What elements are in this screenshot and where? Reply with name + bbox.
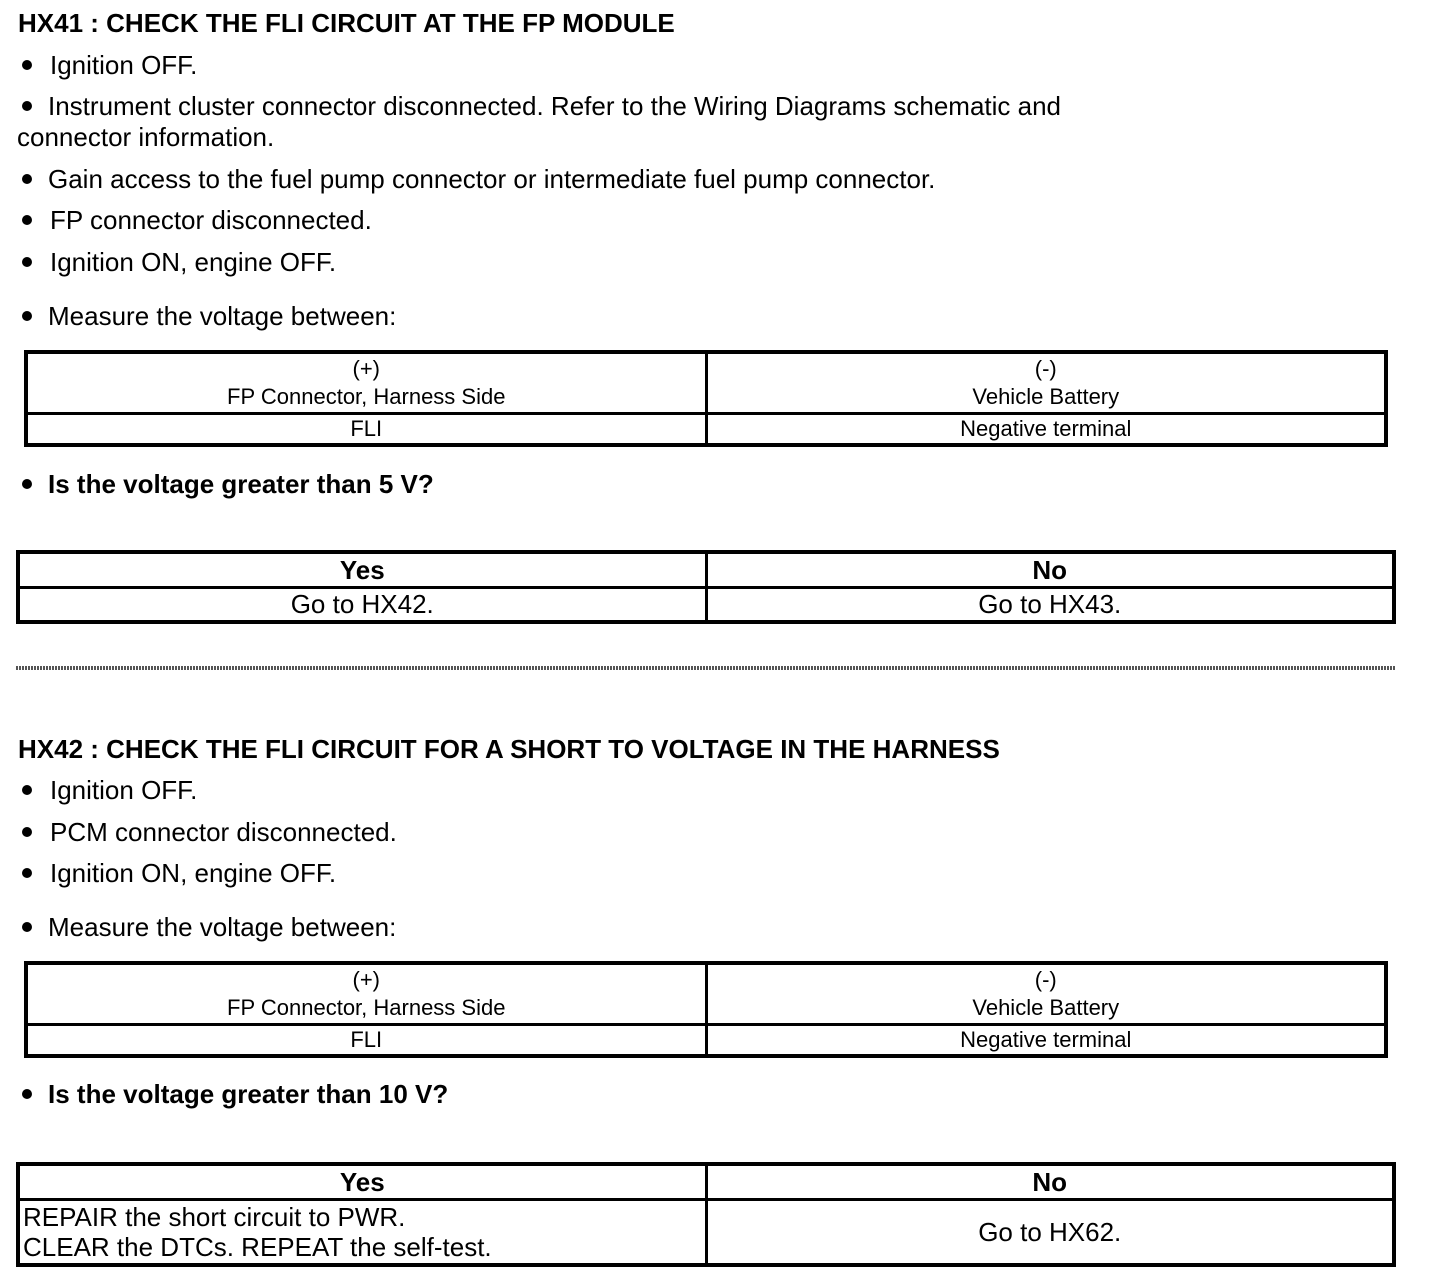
bullet-item: FP connector disconnected. [18,205,372,236]
section-heading-hx42: HX42 : CHECK THE FLI CIRCUIT FOR A SHORT TO VOLTAGE IN THE HARNESS [18,734,1000,764]
bullet-continuation: connector information. [17,122,275,152]
bullet-dot-icon [22,827,32,837]
minus-value-cell: Negative terminal [706,414,1386,446]
bullet-item: Measure the voltage between: [18,301,396,332]
plus-header-cell: (+) FP Connector, Harness Side [26,963,706,1025]
bullet-dot-icon [22,257,32,267]
bullet-dot-icon [22,1089,32,1099]
bullet-dot-icon [22,479,32,489]
table-row [18,588,1394,623]
bullet-item: Ignition ON, engine OFF. [18,858,336,889]
table-row [18,1164,1394,1200]
no-action-cell: Go to HX43. [706,588,1394,623]
plus-value-cell: FLI [26,414,706,446]
table-row [26,414,1386,446]
yes-header-cell: Yes [18,552,706,588]
bullet-item: PCM connector disconnected. [18,817,397,848]
bullet-dot-icon [22,60,32,70]
yes-action-cell: Go to HX42. [18,588,706,623]
bullet-dot-icon [22,868,32,878]
section-heading-hx41: HX41 : CHECK THE FLI CIRCUIT AT THE FP MODULE [18,8,675,38]
no-header-cell: No [706,552,1394,588]
bullet-item: Ignition ON, engine OFF. [18,247,336,278]
minus-value-cell: Negative terminal [706,1025,1386,1057]
measure-table-hx42 [24,961,1388,1058]
section-divider [16,666,1396,670]
bullet-dot-icon [22,922,32,932]
bullet-item: Ignition OFF. [18,775,197,806]
result-table-hx41 [16,550,1396,624]
bullet-dot-icon [22,785,32,795]
table-row [26,963,1386,1025]
bullet-dot-icon [22,215,32,225]
question: Is the voltage greater than 5 V? [18,469,434,500]
table-row [26,1025,1386,1057]
result-table-hx42 [16,1162,1396,1267]
yes-action-cell: REPAIR the short circuit to PWR. CLEAR the DTCs. REPEAT the self-test. [18,1200,706,1266]
bullet-dot-icon [22,101,32,111]
yes-header-cell: Yes [18,1164,706,1200]
plus-header-cell: (+) FP Connector, Harness Side [26,352,706,414]
minus-header-cell: (-) Vehicle Battery [706,352,1386,414]
table-row [18,1200,1394,1266]
bullet-dot-icon [22,311,32,321]
no-header-cell: No [706,1164,1394,1200]
question: Is the voltage greater than 10 V? [18,1079,448,1110]
bullet-item: Instrument cluster connector disconnected. Refer to the Wiring Diagrams schematic and connector information. [17,91,1062,152]
bullet-item: Gain access to the fuel pump connector or intermediate fuel pump connector. [18,164,935,195]
measure-table-hx41 [24,350,1388,447]
table-row [26,352,1386,414]
bullet-item: Ignition OFF. [18,50,197,81]
table-row [18,552,1394,588]
plus-value-cell: FLI [26,1025,706,1057]
minus-header-cell: (-) Vehicle Battery [706,963,1386,1025]
bullet-dot-icon [22,174,32,184]
bullet-item: Measure the voltage between: [18,912,396,943]
no-action-cell: Go to HX62. [706,1200,1394,1266]
